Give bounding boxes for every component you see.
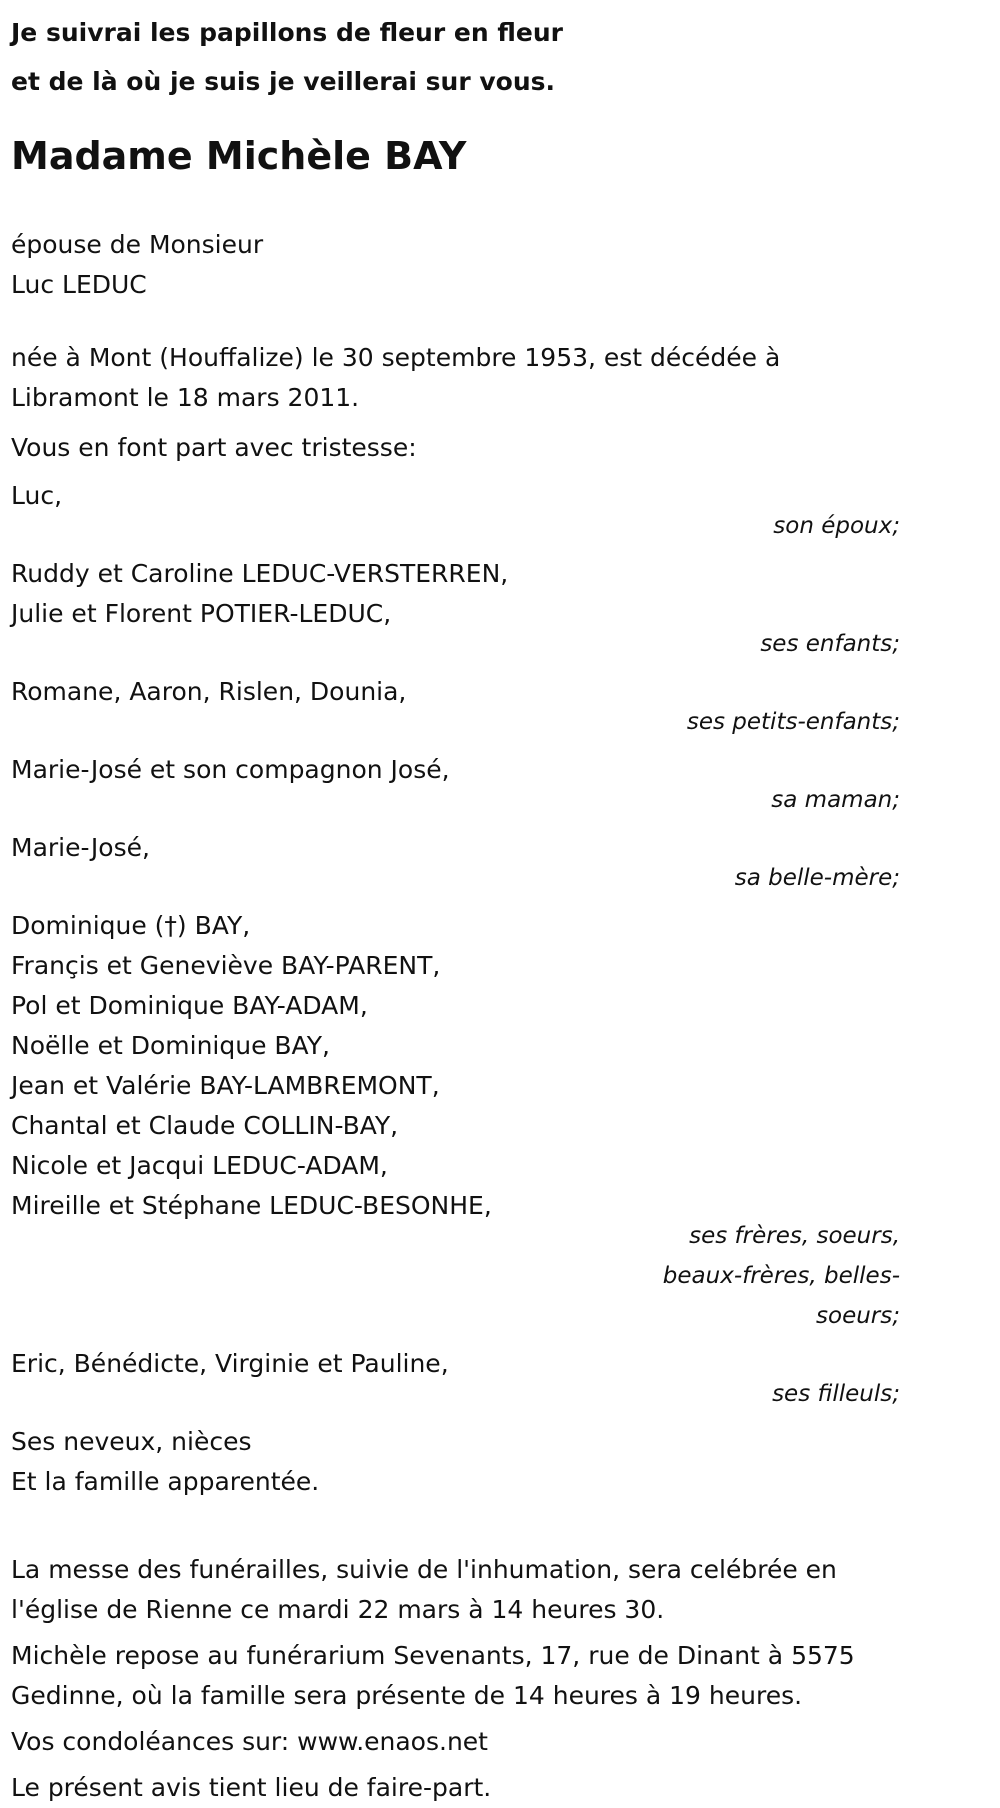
epigraph	[11, 0, 900, 106]
family-member: Pol et Dominique BAY-ADAM,	[11, 991, 368, 1020]
epigraph-line: Je suivrai les papillons de fleur en fleur	[11, 18, 563, 47]
family-group-grandchildren	[11, 672, 900, 742]
family-member: Jean et Valérie BAY-LAMBREMONT,	[11, 1071, 440, 1100]
spouse-info	[11, 225, 900, 305]
family-role: ses filleuls;	[772, 1381, 900, 1407]
family-group-children	[11, 554, 900, 664]
family-member: Chantal et Claude COLLIN-BAY,	[11, 1111, 399, 1140]
family-role: sa belle-mère;	[734, 865, 900, 891]
relatives	[11, 1422, 900, 1502]
relatives-line: Ses neveux, nièces	[11, 1427, 252, 1456]
funeral-text: La messe des funérailles, suivie de l'inhumation, sera celébrée en l'église de Rienne ce mardi 22 mars à 14 heures 30.	[11, 1555, 837, 1624]
epigraph-line: et de là où je suis je veillerai sur vous.	[11, 67, 556, 96]
family-group-spouse	[11, 476, 900, 546]
family-role: ses petits-enfants;	[686, 709, 900, 735]
family-member: Eric, Bénédicte, Virginie et Pauline,	[11, 1349, 449, 1378]
spouse-line: épouse de Monsieur	[11, 230, 264, 259]
relatives-line: Et la famille apparentée.	[11, 1467, 320, 1496]
family-member: Françis et Geneviève BAY-PARENT,	[11, 951, 441, 980]
rest-text: Michèle repose au funérarium Sevenants, 17, rue de Dinant à 5575 Gedinne, où la famille sera présente de 14 heures à 19 heures.	[11, 1641, 855, 1710]
spouse-name: Luc LEDUC	[11, 270, 147, 299]
family-member: Noëlle et Dominique BAY,	[11, 1031, 330, 1060]
condolences-text: Vos condoléances sur: www.enaos.net	[11, 1727, 488, 1756]
family-group-siblings	[11, 906, 900, 1336]
family-member: Nicole et Jacqui LEDUC-ADAM,	[11, 1151, 388, 1180]
family-group-mother-in-law	[11, 828, 900, 898]
family-role: son époux;	[773, 513, 900, 539]
deceased-name: Madame Michèle BAY	[11, 134, 467, 178]
birth-death-text: née à Mont (Houffalize) le 30 septembre 1953, est décédée à Libramont le 18 mars 2011.	[11, 343, 781, 412]
family-role: sa maman;	[771, 787, 900, 813]
family-member: Dominique (†) BAY,	[11, 911, 251, 940]
family-member: Marie-José,	[11, 833, 150, 862]
family-role: ses enfants;	[760, 631, 900, 657]
family-member: Luc,	[11, 481, 63, 510]
family-member: Romane, Aaron, Rislen, Dounia,	[11, 677, 407, 706]
family-group-mother	[11, 750, 900, 820]
family-group-godchildren	[11, 1344, 900, 1414]
family-role: ses frères, soeurs, beaux-frères, belles-soeurs;	[662, 1223, 900, 1329]
family-list	[11, 476, 900, 1414]
family-member: Marie-José et son compagnon José,	[11, 755, 450, 784]
family-member: Julie et Florent POTIER-LEDUC,	[11, 599, 392, 628]
family-member: Ruddy et Caroline LEDUC-VERSTERREN,	[11, 559, 509, 588]
family-member: Mireille et Stéphane LEDUC-BESONHE,	[11, 1191, 492, 1220]
notice-text: Le présent avis tient lieu de faire-part.	[11, 1773, 492, 1802]
announcement-text: Vous en font part avec tristesse:	[11, 433, 417, 462]
